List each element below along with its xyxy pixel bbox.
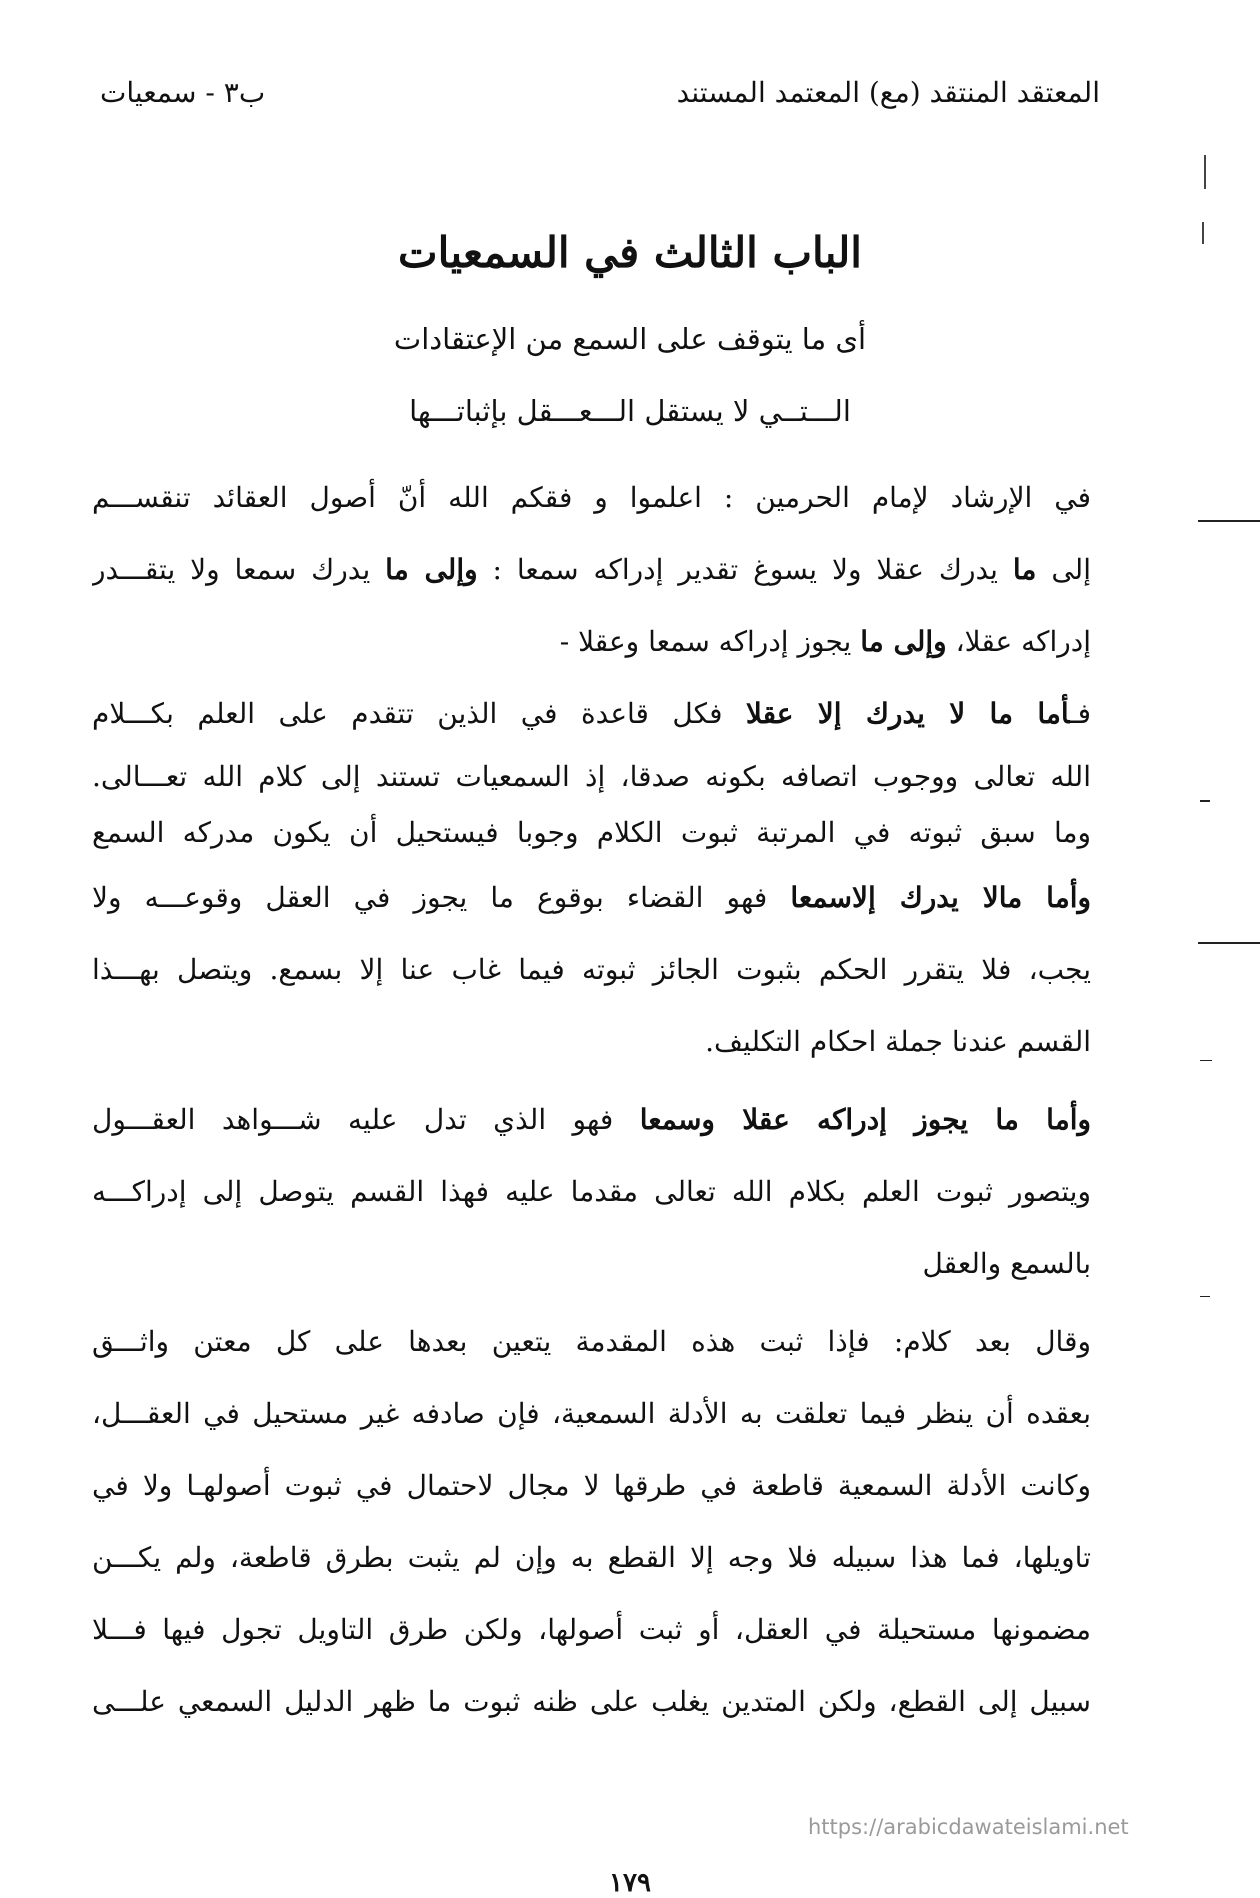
text-line: مضمونها مستحيلة في العقل، أو ثبت أصولها، ولكن طرق التاويل تجول فيها فـــلا	[92, 1613, 1091, 1646]
text-line: وما سبق ثبوته في المرتبة ثبوت الكلام وجوبا فيستحيل أن يكون مدركه السمع	[92, 816, 1091, 849]
scan-mark	[1202, 222, 1204, 244]
watermark-url: https://arabicdawateislami.net	[808, 1815, 1129, 1839]
section-header: ب٣ - سمعيات	[100, 76, 266, 109]
scan-mark	[1200, 1060, 1212, 1061]
text-line: يجب، فلا يتقرر الحكم بثبوت الجائز ثبوته فيما غاب عنا إلا بسمع. ويتصل بهـــذا	[92, 953, 1091, 986]
chapter-title: الباب الثالث في السمعيات	[398, 228, 862, 277]
text-line: ويتصور ثبوت العلم بكلام الله تعالى مقدما عليه فهذا القسم يتوصل إلى إدراكـــه	[92, 1175, 1091, 1208]
bold-term: أما ما لا يدرك إلا عقلا	[745, 697, 1070, 730]
text-line: إلى ما يدرك عقلا ولا يسوغ تقدير إدراكه سمعا : وإلى ما يدرك سمعا ولا يتقـــدر	[92, 553, 1091, 586]
bold-term: وإلى ما	[860, 625, 947, 658]
text-line: إدراكه عقلا، وإلى ما يجوز إدراكه سمعا وعقلا -	[559, 625, 1091, 658]
text-line: بالسمع والعقل	[922, 1247, 1091, 1280]
bold-term: وإلى ما	[385, 553, 478, 586]
text-line: بعقده أن ينظر فيما تعلقت به الأدلة السمعية، فإن صادفه غير مستحيل في العقـــل،	[92, 1397, 1091, 1430]
text-line: تاويلها، فما هذا سبيله فلا وجه إلا القطع به وإن لم يثبت بطرق قاطعة، ولم يكـــن	[92, 1541, 1091, 1574]
scan-mark	[1198, 520, 1260, 522]
scan-mark	[1204, 155, 1206, 189]
chapter-subtitle-1: أى ما يتوقف على السمع من الإعتقادات	[393, 322, 867, 356]
scan-mark	[1200, 800, 1210, 802]
text-line: القسم عندنا جملة احكام التكليف.	[705, 1025, 1091, 1058]
text-line: وأما مالا يدرك إلاسمعا فهو القضاء بوقوع ما يجوز في العقل وقوعـــه ولا	[92, 881, 1091, 914]
text-line: سبيل إلى القطع، ولكن المتدين يغلب على ظنه ثبوت ما ظهر الدليل السمعي علـــى	[92, 1685, 1091, 1718]
running-header	[100, 76, 1100, 116]
book-title-header: المعتقد المنتقد (مع) المعتمد المستند	[676, 76, 1100, 109]
body-text	[92, 462, 1091, 1738]
text-line: وأما ما يجوز إدراكه عقلا وسمعا فهو الذي تدل عليه شـــواهد العقـــول	[92, 1103, 1091, 1136]
chapter-subtitle-2: الـــتــي لا يستقل الـــعـــقل بإثباتـــها	[409, 394, 851, 428]
text-line: وقال بعد كلام: فإذا ثبت هذه المقدمة يتعين بعدها على كل معتن واثـــق	[92, 1325, 1091, 1358]
scan-mark	[1200, 1296, 1210, 1297]
text-line: فـأما ما لا يدرك إلا عقلا فكل قاعدة في الذين تتقدم على العلم بكـــلام	[92, 697, 1091, 730]
scan-mark	[1198, 942, 1260, 944]
bold-term: ما	[1012, 553, 1037, 586]
text-line: وكانت الأدلة السمعية قاطعة في طرقها لا مجال لاحتمال في ثبوت أصولهـا ولا في	[92, 1469, 1091, 1502]
text-line: الله تعالى ووجوب اتصافه بكونه صدقا، إذ السمعيات تستند إلى كلام الله تعـــالى.	[92, 760, 1091, 793]
bold-term: وأما ما يجوز إدراكه عقلا وسمعا	[639, 1103, 1091, 1136]
page-number: ١٧٩	[609, 1868, 651, 1898]
text-line: في الإرشاد لإمام الحرمين : اعلموا و فقكم الله أنّ أصول العقائد تنقســـم	[92, 481, 1091, 514]
bold-term: وأما مالا يدرك إلاسمعا	[790, 881, 1091, 914]
